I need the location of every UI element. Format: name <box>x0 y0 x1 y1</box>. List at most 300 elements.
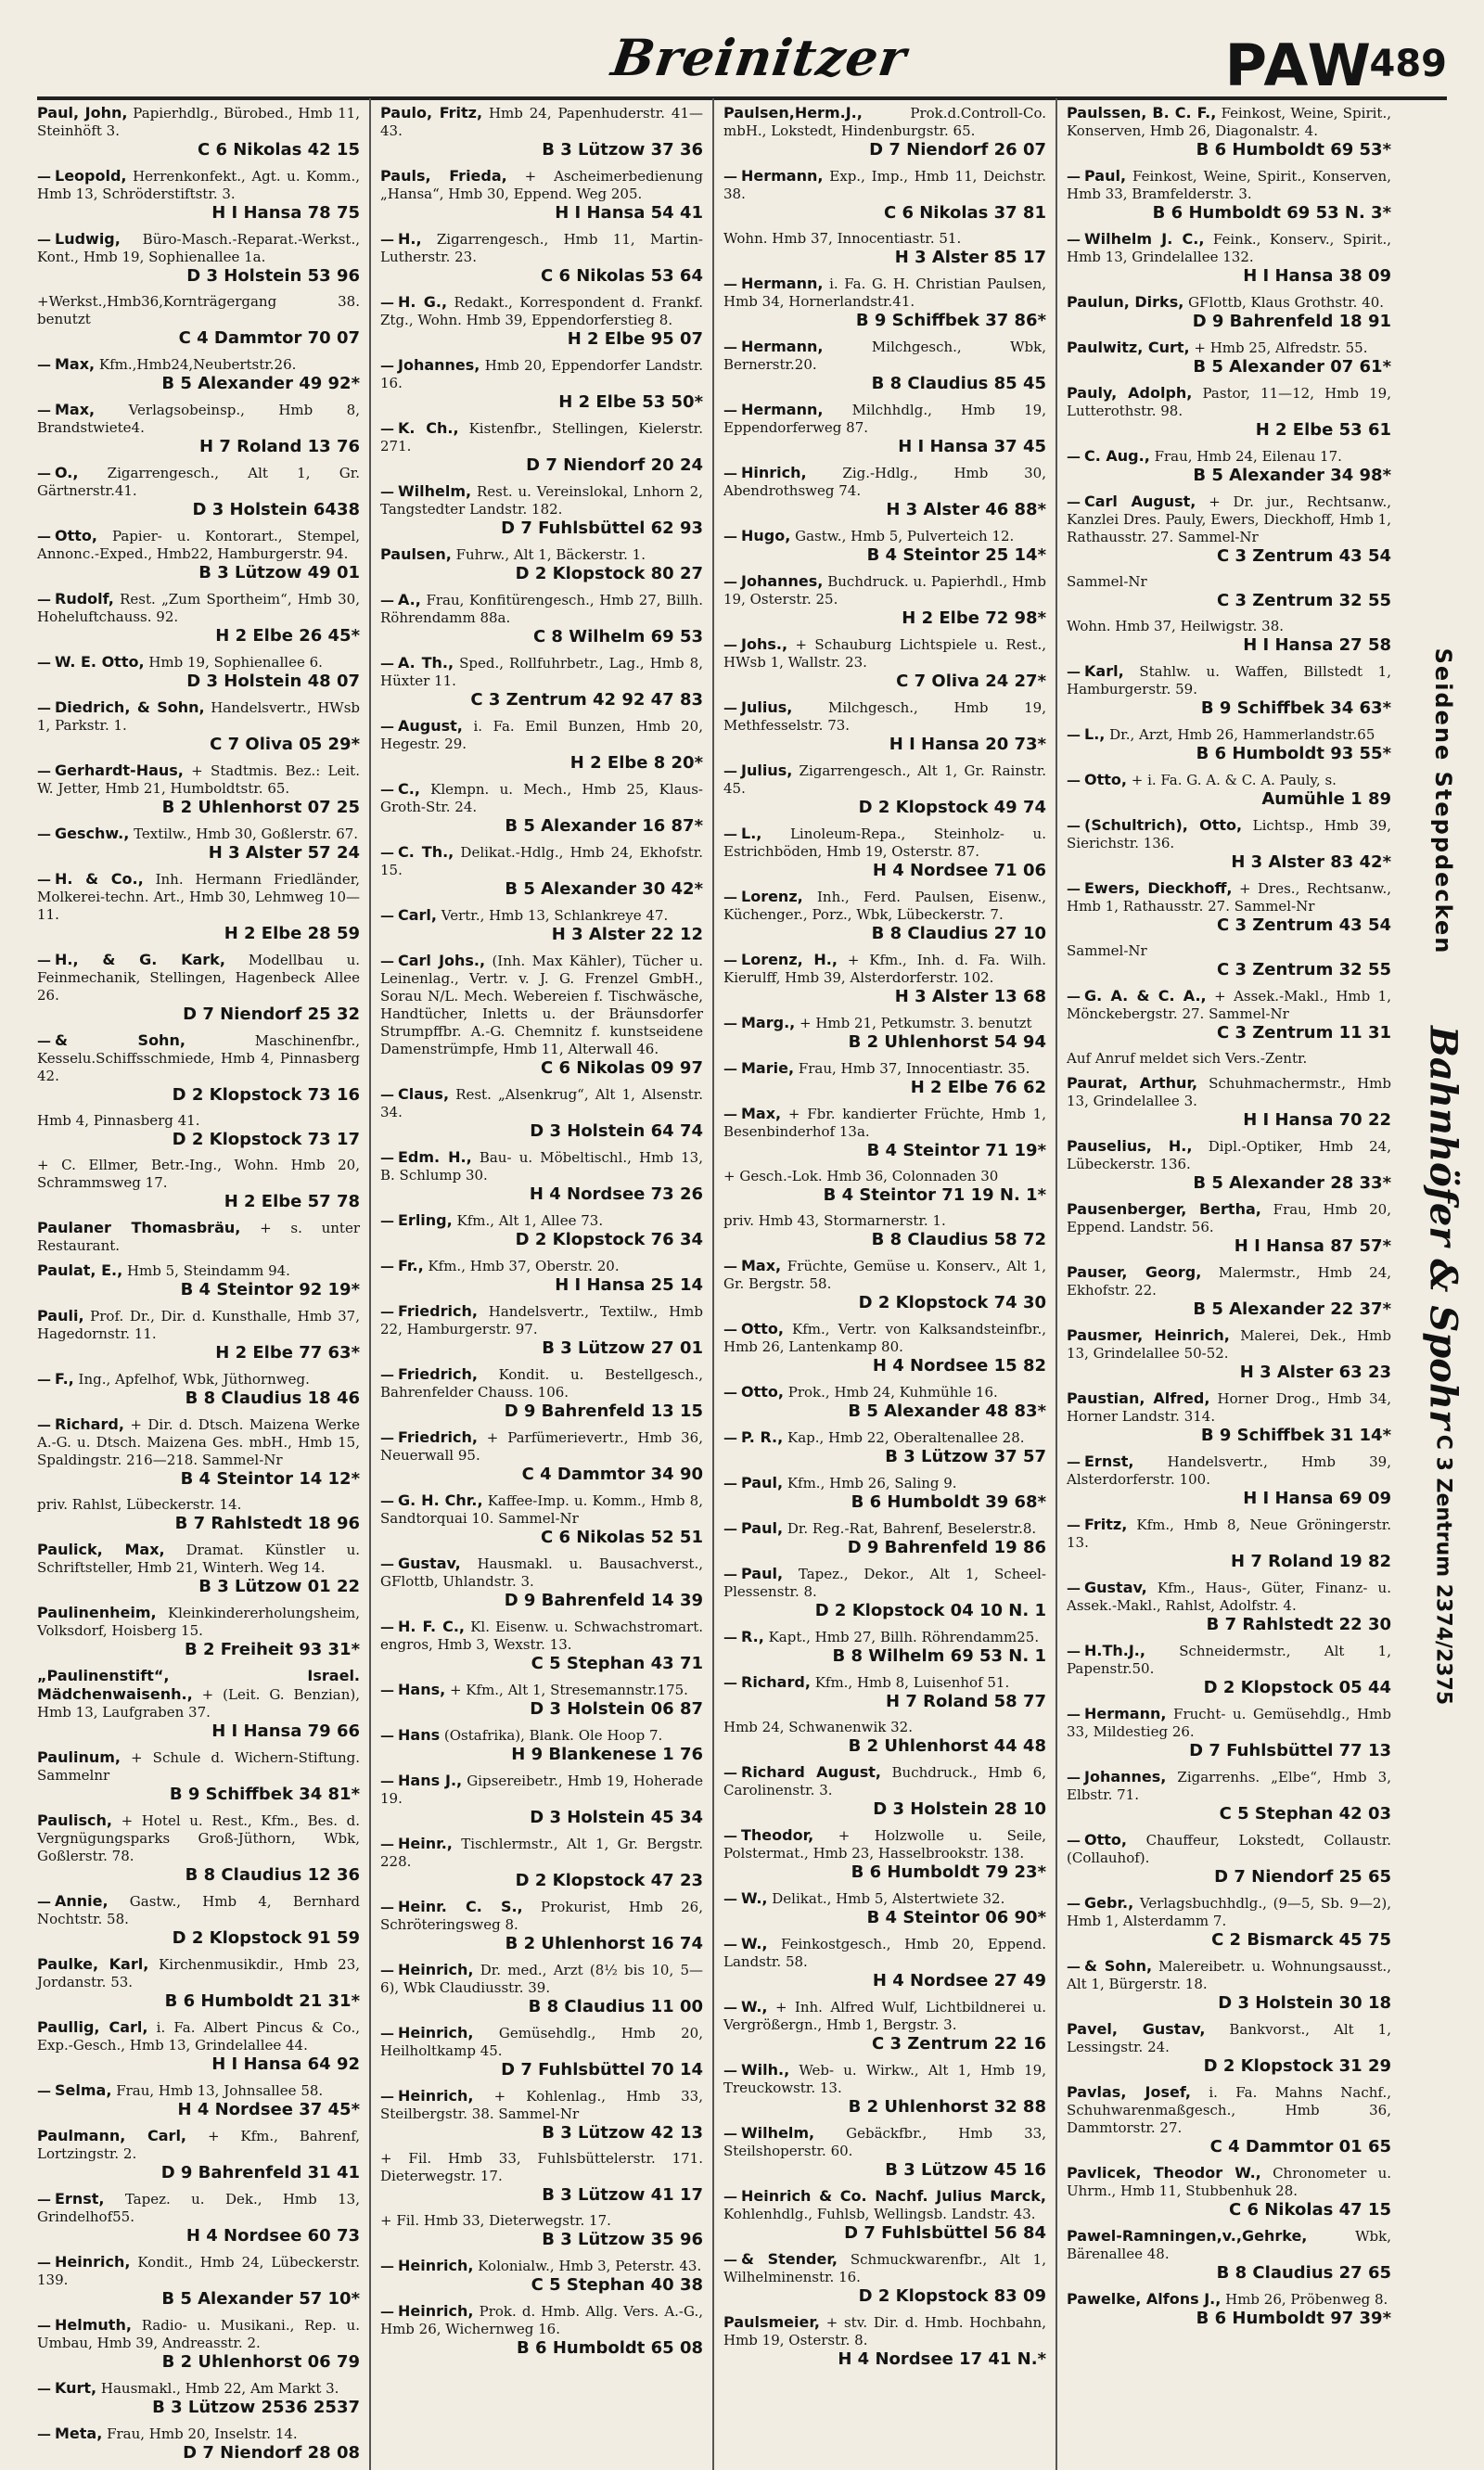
entry-name: Paulisch, <box>37 1811 112 1829</box>
entry-phone: H 2 Elbe 8 20* <box>569 753 703 773</box>
column-1 <box>28 98 371 2470</box>
entry-name: Heinrich, <box>398 2257 474 2274</box>
entry-phone: H 4 Nordsee 27 49 <box>872 1971 1046 1990</box>
directory-entry <box>723 1168 1046 1206</box>
entry-phone: D 7 Fuhlsbüttel 70 14 <box>501 2060 703 2080</box>
entry-phone: H 2 Elbe 53 61 <box>1255 420 1391 440</box>
entry-phone: D 7 Niendorf 20 24 <box>526 455 703 475</box>
entry-dash: — <box>380 357 394 374</box>
entry-dash: — <box>1067 1453 1081 1470</box>
entry-details: Textilw., Hmb 30, Goßlerstr. 67. <box>134 825 359 842</box>
entry-details: Rest. u. Vereinslokal, Lnhorn 2, Tangstedter Landstr. 182. <box>380 483 703 518</box>
entry-name: Paulinum, <box>37 1748 121 1766</box>
entry-details: Frau, Hmb 24, Eilenau 17. <box>1154 448 1342 465</box>
entry-details: + Holzwolle u. Seile, Polstermat., Hmb 23, Hasselbrookstr. 138. <box>723 1827 1046 1862</box>
entry-details: Malermstr., Hmb 24, Ekhofstr. 22. <box>1067 1264 1391 1299</box>
entry-dash: — <box>723 699 737 716</box>
entry-details: Prof. Dr., Dir. d. Kunsthalle, Hmb 37, Hagedornstr. 11. <box>37 1308 360 1342</box>
entry-details: Hmb 24, Papenhuderstr. 41—43. <box>380 105 703 139</box>
directory-entry <box>380 2212 703 2250</box>
entry-details: + Dr. jur., Rechtsanw., Kanzlei Dres. Pauly, Ewers, Dieckhoff, Hmb 1, Rathausstr. 27. Sammel-Nr <box>1067 493 1391 545</box>
entry-details: Tapez., Dekor., Alt 1, Scheel-Plessenstr. 8. <box>723 1566 1046 1600</box>
entry-name: Gustav, <box>398 1555 461 1572</box>
entry-dash: — <box>1067 1895 1081 1912</box>
directory-entry <box>723 1212 1046 1250</box>
entry-details: Kirchenmusikdir., Hmb 23, Jordanstr. 53. <box>37 1956 361 1990</box>
entry-details: GFlottb, Klaus Grothstr. 40. <box>1188 294 1385 311</box>
entry-phone: B 8 Claudius 11 00 <box>528 1997 703 2016</box>
entry-phone: B 9 Schiffbek 34 63* <box>1200 698 1391 718</box>
entry-name: Lorenz, H., <box>741 951 838 968</box>
directory-entry <box>723 761 1046 818</box>
directory-entry <box>37 2127 360 2183</box>
entry-phone: D 9 Bahrenfeld 14 39 <box>504 1591 703 1610</box>
entry-phone: D 3 Holstein 45 34 <box>530 1808 703 1827</box>
entry-dash: — <box>380 2258 394 2274</box>
entry-name: Diedrich, & Sohn, <box>55 698 205 716</box>
entry-phone: H 3 Alster 85 17 <box>894 248 1046 267</box>
directory-entry <box>380 717 703 774</box>
entry-dash: — <box>380 1899 394 1915</box>
directory-entry <box>37 1496 360 1534</box>
directory-entry <box>1067 384 1391 441</box>
entry-details: + Fil. Hmb 33, Dieterwegstr. 17. <box>380 2212 611 2229</box>
entry-phone: D 3 Holstein 53 96 <box>186 266 360 286</box>
directory-entry <box>37 355 360 394</box>
entry-name: Friedrich, <box>398 1365 478 1383</box>
entry-name: Paul, <box>741 1474 784 1491</box>
directory-entry <box>723 1474 1046 1513</box>
entry-dash: — <box>723 2251 737 2268</box>
directory-entry <box>380 1898 703 1954</box>
entry-dash: — <box>1067 231 1081 248</box>
entry-details: Kondit. u. Bestellgesch., Bahrenfelder Chauss. 106. <box>380 1366 703 1401</box>
entry-details: Frau, Hmb 13, Johnsallee 58. <box>116 2082 324 2099</box>
directory-entry <box>380 1365 703 1422</box>
directory-entry <box>1067 662 1391 719</box>
directory-entry <box>1067 1137 1391 1194</box>
entry-dash: — <box>37 871 51 888</box>
directory-entry <box>1067 230 1391 287</box>
entry-details: Stahlw. u. Waffen, Billstedt 1, Hamburgerstr. 59. <box>1067 663 1391 697</box>
directory-entry <box>1067 573 1391 611</box>
entry-dash: — <box>723 1475 737 1491</box>
page-header <box>37 17 1447 106</box>
entry-name: Wilh., <box>741 2061 790 2079</box>
entry-name: Otto, <box>55 527 97 544</box>
entry-dash: — <box>723 168 737 185</box>
entry-phone: B 6 Humboldt 79 23* <box>851 1862 1046 1882</box>
entry-phone: Aumühle 1 89 <box>1261 789 1391 809</box>
entry-phone: C 7 Oliva 24 27* <box>896 672 1046 691</box>
entry-details: Vertr., Hmb 13, Schlankreye 47. <box>441 907 669 924</box>
entry-name: L., <box>1084 725 1106 743</box>
entry-dash: — <box>380 1962 394 1978</box>
directory-entry <box>723 230 1046 268</box>
directory-entry <box>37 230 360 287</box>
entry-details: + Hmb 25, Alfredstr. 55. <box>1194 339 1368 356</box>
entry-name: Hans J., <box>398 1772 463 1789</box>
entry-name: Friedrich, <box>398 1302 478 1320</box>
entry-name: Leopold, <box>55 167 127 185</box>
entry-details: Buchdruck., Hmb 6, Carolinenstr. 3. <box>723 1764 1046 1798</box>
directory-entry <box>380 1491 703 1548</box>
entry-details: Kaffee-Imp. u. Komm., Hmb 8, Sandtorquai 10. Sammel-Nr <box>380 1492 703 1527</box>
entry-details: Schmuckwarenfbr., Alt 1, Wilhelminenstr. 16. <box>723 2251 1046 2285</box>
entry-phone: D 3 Holstein 6438 <box>192 500 360 519</box>
entry-details: + Dir. d. Dtsch. Maizena Werke A.-G. u. Dtsch. Maizena Ges. mbH., Hmb 15, Spaldingstr. 216—218. Sammel-Nr <box>37 1416 360 1468</box>
directory-entry <box>37 1604 360 1660</box>
directory-entry <box>723 1628 1046 1667</box>
directory-entry <box>37 2190 360 2246</box>
entry-phone: D 3 Holstein 06 87 <box>530 1699 703 1719</box>
entry-dash: — <box>1067 1832 1081 1849</box>
entry-dash: — <box>37 528 51 544</box>
directory-entry <box>380 167 703 224</box>
directory-entry <box>723 635 1046 692</box>
entry-dash: — <box>380 1429 394 1446</box>
entry-phone: B 2 Uhlenhorst 32 88 <box>848 2097 1046 2117</box>
entry-dash: — <box>37 231 51 248</box>
directory-entry <box>380 356 703 413</box>
entry-details: Klempn. u. Mech., Hmb 25, Klaus-Groth-Str. 24. <box>380 781 703 815</box>
entry-name: Paulsen, <box>380 545 452 563</box>
entry-details: Kap., Hmb 22, Oberaltenallee 28. <box>787 1429 1025 1446</box>
entry-phone: H 7 Roland 58 77 <box>886 1692 1046 1711</box>
entry-dash: — <box>723 275 737 292</box>
entry-name: Marg., <box>741 1014 796 1031</box>
entry-details: Dipl.-Optiker, Hmb 24, Lübeckerstr. 136. <box>1067 1138 1391 1172</box>
entry-name: Max, <box>741 1105 782 1122</box>
entry-dash: — <box>723 825 737 842</box>
entry-dash: — <box>723 952 737 968</box>
directory-entry <box>723 1519 1046 1558</box>
entry-details: + Kfm., Inh. d. Fa. Wilh. Kierulff, Hmb 39, Alsterdorferstr. 102. <box>723 952 1047 986</box>
entry-name: Johannes, <box>1084 1768 1167 1785</box>
directory-entry <box>380 1211 703 1250</box>
entry-dash: — <box>1067 448 1081 465</box>
directory-entry <box>380 780 703 837</box>
entry-details: Kfm., Vertr. von Kalksandsteinfbr., Hmb 26, Lantenkamp 80. <box>723 1321 1046 1355</box>
entry-details: Zigarrengesch., Hmb 11, Martin-Lutherstr. 23. <box>380 231 703 265</box>
entry-details: Malereibetr. u. Wohnungsausst., Alt 1, Bürgerstr. 18. <box>1067 1958 1391 1992</box>
entry-phone: C 2 Bismarck 45 75 <box>1211 1930 1391 1950</box>
entry-name: Ewers, Dieckhoff, <box>1084 879 1233 897</box>
directory-entry <box>380 2087 703 2144</box>
column-3 <box>714 98 1057 2470</box>
entry-name: Fr., <box>398 1257 424 1274</box>
entry-name: Hans, <box>398 1681 446 1698</box>
entry-dash: — <box>380 2025 394 2041</box>
directory-entry <box>723 2061 1046 2118</box>
entry-dash: — <box>723 1890 737 1907</box>
entry-details: Hausmakl., Hmb 22, Am Markt 3. <box>100 2380 339 2397</box>
entry-name: Pauser, Georg, <box>1067 1263 1202 1281</box>
entry-phone: B 5 Alexander 07 61* <box>1193 357 1391 377</box>
directory-entry <box>380 906 703 945</box>
entry-name: Pausenberger, Bertha, <box>1067 1200 1261 1218</box>
entry-phone: B 4 Steintor 14 12* <box>180 1469 360 1489</box>
entry-details: Papierhdlg., Bürobed., Hmb 11, Steinhöft 3. <box>37 105 360 139</box>
entry-name: Heinrich, <box>398 2302 474 2320</box>
entry-dash: — <box>723 1106 737 1122</box>
entry-phone: C 6 Nikolas 53 64 <box>540 266 703 286</box>
entry-phone: H 2 Elbe 76 62 <box>910 1078 1046 1097</box>
entry-details: Zigarrengesch., Alt 1, Gr. Gärtnerstr.41. <box>37 465 360 499</box>
entry-details: Hmb 4, Pinnasberg 41. <box>37 1112 200 1129</box>
entry-dash: — <box>380 1836 394 1852</box>
directory-entry <box>723 104 1046 160</box>
entry-name: Johannes, <box>398 356 480 374</box>
directory-entry <box>37 870 360 944</box>
entry-details: Papier- u. Kontorart., Stempel, Annonc.-Exped., Hmb22, Hamburgerstr. 94. <box>37 528 360 562</box>
entry-dash: — <box>37 591 51 608</box>
entry-name: Gerhardt-Haus, <box>55 761 184 779</box>
directory-entry <box>1067 1642 1391 1698</box>
entry-details: Prok. d. Hmb. Allg. Vers. A.-G., Hmb 26, Wichernweg 16. <box>380 2303 703 2337</box>
entry-dash: — <box>723 528 737 544</box>
directory-entry <box>723 2250 1046 2307</box>
directory-entry <box>723 2313 1046 2370</box>
entry-phone: H 2 Elbe 26 45* <box>215 626 360 646</box>
entry-phone: H 3 Alster 57 24 <box>208 843 360 863</box>
entry-phone: B 6 Humboldt 97 39* <box>1196 2309 1391 2328</box>
directory-entry <box>723 825 1046 881</box>
directory-entry <box>1067 942 1391 980</box>
entry-phone: B 6 Humboldt 21 31* <box>164 1991 360 2011</box>
entry-details: Kapt., Hmb 27, Billh. Röhrendamm25. <box>768 1629 1040 1645</box>
entry-details: Kfm., Alt 1, Allee 73. <box>456 1212 604 1229</box>
directory-entry <box>37 1157 360 1212</box>
directory-entry <box>723 1059 1046 1098</box>
entry-dash: — <box>380 1492 394 1509</box>
entry-details: Kl. Eisenw. u. Schwachstromart. engros, Hmb 3, Wexstr. 13. <box>380 1619 703 1653</box>
entry-details: Früchte, Gemüse u. Konserv., Alt 1, Gr. Bergstr. 58. <box>723 1258 1046 1292</box>
entry-dash: — <box>37 654 51 671</box>
entry-details: Hmb 24, Schwanenwik 32. <box>723 1719 913 1735</box>
directory-entry <box>723 1998 1046 2054</box>
entry-phone: H 3 Alster 63 23 <box>1239 1363 1391 1382</box>
entry-phone: B 8 Wilhelm 69 53 N. 1 <box>832 1646 1046 1666</box>
entry-phone: H I Hansa 69 09 <box>1243 1489 1391 1508</box>
entry-phone: D 3 Holstein 64 74 <box>530 1121 703 1141</box>
entry-dash: — <box>380 1727 394 1744</box>
entry-phone: D 2 Klopstock 73 17 <box>172 1130 360 1149</box>
entry-details: Sped., Rollfuhrbetr., Lag., Hmb 8, Hüxter 11. <box>380 655 703 689</box>
entry-phone: B 5 Alexander 22 37* <box>1193 1299 1391 1319</box>
entry-name: Johs., <box>741 635 788 653</box>
entry-phone: H I Hansa 37 45 <box>898 437 1046 456</box>
header-logo: Breinitzer <box>608 28 911 87</box>
entry-phone: B 6 Humboldt 69 53* <box>1196 140 1391 160</box>
entry-details: Hmb 20, Eppendorfer Landstr. 16. <box>380 357 703 391</box>
directory-entry <box>1067 104 1391 160</box>
entry-details: Sammel-Nr <box>1067 942 1147 959</box>
entry-dash: — <box>1067 1517 1081 1533</box>
entry-details: + s. unter Restaurant. <box>37 1220 360 1254</box>
directory-entry <box>1067 2083 1391 2157</box>
entry-phone: B 8 Claudius 85 45 <box>871 374 1046 393</box>
entry-name: Paulat, E., <box>37 1261 123 1279</box>
entry-name: C. Th., <box>398 843 454 861</box>
entry-details: Frau, Konfitürengesch., Hmb 27, Billh. Röhrendamm 88a. <box>380 592 703 626</box>
entry-phone: H 2 Elbe 28 59 <box>224 924 360 943</box>
entry-phone: H 3 Alster 83 42* <box>1231 852 1391 872</box>
entry-details: Frau, Hmb 37, Innocentiastr. 35. <box>798 1060 1030 1077</box>
entry-dash: — <box>723 402 737 418</box>
entry-phone: C 6 Nikolas 37 81 <box>883 203 1046 223</box>
entry-phone: D 7 Niendorf 25 65 <box>1214 1867 1391 1887</box>
entry-phone: B 9 Schiffbek 31 14* <box>1200 1426 1391 1445</box>
directory-entry <box>1067 771 1391 810</box>
directory-entry <box>37 1031 360 1106</box>
directory-entry <box>723 888 1046 944</box>
entry-name: Max, <box>741 1257 782 1274</box>
entry-phone: B 9 Schiffbek 37 86* <box>855 311 1046 330</box>
directory-entry <box>1067 725 1391 764</box>
entry-dash: — <box>380 718 394 735</box>
page-number: 489 <box>1369 43 1447 85</box>
entry-phone: C 3 Zentrum 43 54 <box>1216 546 1391 566</box>
entry-phone: H I Hansa 64 92 <box>211 2054 360 2074</box>
entry-dash: — <box>1067 1643 1081 1659</box>
entry-details: + Hotel u. Rest., Kfm., Bes. d. Vergnügungsparks Groß-Jüthorn, Wbk, Goßlerstr. 78. <box>37 1812 360 1864</box>
entry-name: Ernst, <box>55 2190 105 2208</box>
entry-dash: — <box>37 1893 51 1910</box>
entry-name: (Schultrich), Otto, <box>1084 816 1243 834</box>
entry-phone: B 7 Rahlstedt 22 30 <box>1206 1615 1391 1634</box>
entry-details: Kondit., Hmb 24, Lübeckerstr. 139. <box>37 2254 360 2288</box>
directory-entry <box>1067 447 1391 486</box>
entry-name: O., <box>55 464 79 481</box>
entry-dash: — <box>380 844 394 861</box>
directory-entry <box>37 2018 360 2075</box>
entry-details: Kfm., Hmb 37, Oberstr. 20. <box>428 1258 620 1274</box>
entry-phone: D 2 Klopstock 47 23 <box>515 1871 703 1890</box>
directory-entry <box>380 2024 703 2080</box>
entry-name: Annie, <box>55 1892 109 1910</box>
directory-entry <box>723 1014 1046 1053</box>
entry-name: Geschw., <box>55 825 130 842</box>
directory-entry <box>723 698 1046 755</box>
directory-entry <box>37 1370 360 1409</box>
directory-entry <box>723 1719 1046 1757</box>
entry-details: Fuhrw., Alt 1, Bäckerstr. 1. <box>455 546 646 563</box>
entry-details: Chauffeur, Lokstedt, Collaustr. (Collauhof). <box>1067 1832 1391 1866</box>
entry-dash: — <box>723 2125 737 2142</box>
directory-entry <box>37 1955 360 2012</box>
entry-name: Otto, <box>1084 771 1127 788</box>
entry-dash: — <box>37 465 51 481</box>
entry-name: Theodor, <box>741 1826 814 1844</box>
entry-name: Gebr., <box>1084 1894 1134 1912</box>
entry-name: Pauls, Frieda, <box>380 167 507 185</box>
entry-details: Prokurist, Hmb 26, Schröteringsweg 8. <box>380 1899 703 1933</box>
entry-phone: D 2 Klopstock 49 74 <box>858 798 1046 817</box>
entry-details: Gebäckfbr., Hmb 33, Steilshoperstr. 60. <box>723 2125 1046 2159</box>
entry-name: C., <box>398 780 420 798</box>
entry-phone: B 6 Humboldt 69 53 N. 3* <box>1152 203 1391 223</box>
entry-details: Frau, Hmb 20, Eppend. Landstr. 56. <box>1067 1201 1391 1235</box>
directory-entry <box>723 2187 1046 2244</box>
directory-entry <box>37 761 360 818</box>
directory-entry <box>380 419 703 476</box>
entry-phone: C 6 Nikolas 47 15 <box>1228 2200 1391 2220</box>
entry-details: Zig.-Hdlg., Hmb 30, Abendrothsweg 74. <box>723 465 1046 499</box>
entry-name: „Paulinenstift“, Israel. Mädchenwaisenh., <box>37 1667 360 1703</box>
directory-entry <box>1067 879 1391 936</box>
entry-phone: B 8 Claudius 58 72 <box>871 1230 1046 1249</box>
entry-name: Heinr. C. S., <box>398 1898 523 1915</box>
directory-entry <box>37 1112 360 1150</box>
entry-name: H. & Co., <box>55 870 144 888</box>
entry-phone: C 4 Dammtor 01 65 <box>1209 2137 1391 2156</box>
entry-details: Bankvorst., Alt 1, Lessingstr. 24. <box>1067 2021 1391 2055</box>
entry-details: Frau, Hmb 20, Inselstr. 14. <box>107 2425 298 2442</box>
directory-entry <box>1067 1768 1391 1824</box>
entry-details: i. Fa. Emil Bunzen, Hmb 20, Hegestr. 29. <box>380 718 703 752</box>
directory-entry <box>723 275 1046 331</box>
entry-details: Büro-Masch.-Reparat.-Werkst., Kont., Hmb 19, Sophienallee 1a. <box>37 231 360 265</box>
entry-name: Paulsmeier, <box>723 2313 820 2331</box>
entry-details: + Gesch.-Lok. Hmb 36, Colonnaden 30 <box>723 1168 999 1184</box>
entry-phone: B 5 Alexander 28 33* <box>1193 1173 1391 1193</box>
entry-phone: D 7 Niendorf 25 32 <box>183 1005 360 1024</box>
directory-entry <box>37 167 360 224</box>
entry-details: Dr. med., Arzt (8½ bis 10, 5—6), Wbk Claudiusstr. 39. <box>380 1962 703 1996</box>
entry-details: Milchgesch., Hmb 19, Methfesselstr. 73. <box>723 699 1046 734</box>
entry-phone: C 5 Stephan 42 03 <box>1219 1804 1391 1824</box>
entry-phone: H 2 Elbe 57 78 <box>224 1192 360 1211</box>
entry-details: Verlagsobeinsp., Hmb 8, Brandstwiete4. <box>37 402 360 436</box>
entry-dash: — <box>37 168 51 185</box>
directory-entry <box>380 843 703 900</box>
directory-entry <box>380 1085 703 1142</box>
entry-phone: H 4 Nordsee 71 06 <box>872 861 1046 880</box>
directory-entry <box>380 1428 703 1485</box>
entry-details: Redakt., Korrespondent d. Frankf. Ztg., Wohn. Hmb 39, Eppendorferstieg 8. <box>380 294 703 328</box>
entry-dash: — <box>380 1303 394 1320</box>
directory-entry <box>37 293 360 349</box>
entry-name: Paulinenheim, <box>37 1604 157 1621</box>
directory-entry <box>723 1428 1046 1467</box>
entry-phone: B 3 Lützow 01 22 <box>198 1577 360 1596</box>
side-ad-line-2: Bahnhöfer & Spohr <box>1421 1025 1465 1430</box>
entry-name: Erling, <box>398 1211 453 1229</box>
entry-dash: — <box>380 483 394 500</box>
entry-details: Ing., Apfelhof, Wbk, Jüthornweg. <box>78 1371 310 1388</box>
entry-name: Carl, <box>398 906 437 924</box>
entry-phone: B 5 Alexander 49 92* <box>161 374 360 393</box>
entry-details: (Ostafrika), Blank. Ole Hoop 7. <box>443 1727 663 1744</box>
entry-name: Max, <box>55 355 96 373</box>
entry-details: Zigarrenhs. „Elbe“, Hmb 3, Elbstr. 71. <box>1067 1769 1391 1803</box>
directory-entry <box>380 2302 703 2359</box>
entry-phone: C 6 Nikolas 09 97 <box>540 1058 703 1078</box>
directory-entry <box>380 104 703 160</box>
directory-entry <box>37 1667 360 1742</box>
entry-phone: C 3 Zentrum 43 54 <box>1216 915 1391 935</box>
directory-entry <box>723 1320 1046 1376</box>
directory-entry <box>723 2124 1046 2181</box>
entry-name: Paulsen,Herm.J., <box>723 104 863 122</box>
entry-name: F., <box>55 1370 74 1388</box>
directory-entry <box>723 1105 1046 1161</box>
entry-dash: — <box>723 1015 737 1031</box>
entry-details: priv. Hmb 43, Stormarnerstr. 1. <box>723 1212 946 1229</box>
entry-phone: B 4 Steintor 71 19 N. 1* <box>823 1185 1046 1205</box>
directory-entry <box>37 2379 360 2418</box>
